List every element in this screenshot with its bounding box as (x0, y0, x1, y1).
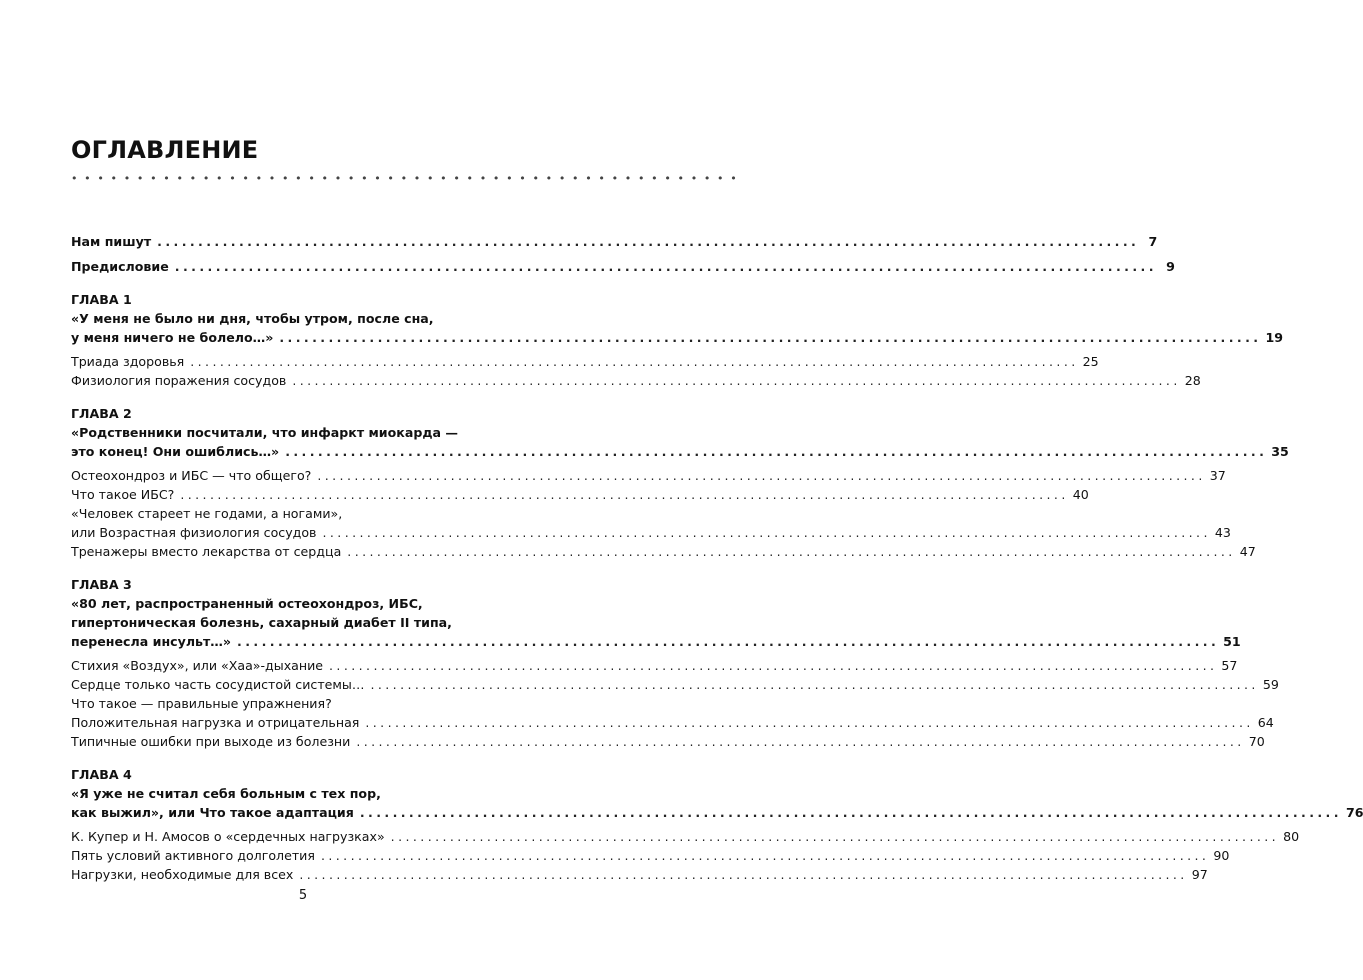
chapter-label: ГЛАВА 4 (71, 767, 132, 782)
toc-entry-title: Триада здоровья (71, 354, 185, 369)
toc-entry-title: Физиология поражения сосудов (71, 373, 287, 388)
dot-leader: ........................................................................................................................ (365, 715, 1254, 730)
dot-leader: ........................................................................................................................ (322, 525, 1211, 540)
toc-front-entry[interactable] (71, 232, 1158, 251)
toc-entry-title: Пять условий активного долголетия (71, 848, 315, 863)
dot-leader: ........................................................................................................................ (370, 677, 1259, 692)
page-title: ОГЛАВЛЕНИЕ (71, 136, 259, 164)
toc-entry-title: Нам пишут (71, 234, 152, 249)
dot-leader: ........................................................................................................................ (180, 487, 1069, 502)
toc-entry-title: у меня ничего не болело…» (71, 330, 274, 345)
dot-leader: ........................................................................................................................ (237, 634, 1220, 649)
toc-entry-page: 51 (1223, 634, 1241, 649)
toc-entry-page: 35 (1271, 444, 1289, 459)
toc-entry-title: Стихия «Воздух», или «Хаа»-дыхание (71, 658, 324, 673)
toc-entry-title: или Возрастная физиология сосудов (71, 525, 317, 540)
dotted-rule: • • • • • • • • • • • • • • • • • • • • • • • • • • • • • • • • • • • • • • • • • • • • • • • • • • • (71, 172, 739, 185)
dot-leader: ........................................................................................................................ (329, 658, 1218, 673)
toc-entry[interactable] (71, 865, 1208, 884)
toc-entry[interactable] (71, 732, 1265, 751)
toc-entry-page: 40 (1072, 487, 1089, 502)
toc-entry[interactable] (71, 827, 1300, 846)
dot-leader: ........................................................................................................................ (190, 354, 1079, 369)
toc-entry[interactable] (71, 846, 1230, 865)
chapter-title-line: «Родственники посчитали, что инфаркт миокарда — (71, 425, 458, 440)
dot-leader: ........................................................................................................................ (320, 848, 1210, 863)
toc-entry[interactable] (71, 523, 1231, 542)
toc-entry[interactable] (71, 371, 1201, 390)
dot-leader: ........................................................................................................................ (317, 468, 1206, 483)
toc-entry[interactable] (71, 675, 1279, 694)
chapter-title-line: «Я уже не считал себя больным с тех пор, (71, 786, 381, 801)
dot-leader: ........................................................................................................................ (356, 734, 1245, 749)
toc-entry-title: Предисловие (71, 259, 169, 274)
dot-leader: ........................................................................................................................ (279, 330, 1262, 345)
spacer (71, 390, 489, 404)
toc-entry-title: Сердце только часть сосудистой системы… (71, 677, 365, 692)
toc-entry-title: Что такое ИБС? (71, 487, 175, 502)
toc-entry-page: 97 (1191, 867, 1208, 882)
toc-entry-page: 64 (1257, 715, 1274, 730)
dot-leader: ........................................................................................................................ (285, 444, 1268, 459)
toc-entry-title: К. Купер и Н. Амосов о «сердечных нагрузках» (71, 829, 385, 844)
chapter-label: ГЛАВА 2 (71, 406, 132, 421)
dot-leader: ........................................................................................................................ (347, 544, 1236, 559)
toc-entry-title: Остеохондроз и ИБС — что общего? (71, 468, 312, 483)
chapter-title-line: «У меня не было ни дня, чтобы утром, после сна, (71, 311, 434, 326)
toc-entry-line: «Человек стареет не годами, а ногами», (71, 506, 343, 521)
chapter-title-entry[interactable] (71, 442, 1289, 461)
spacer (71, 561, 489, 575)
toc-entry-page: 90 (1213, 848, 1230, 863)
toc-entry-title: Типичные ошибки при выходе из болезни (71, 734, 351, 749)
table-of-contents (71, 232, 1363, 884)
toc-entry-page: 47 (1239, 544, 1256, 559)
chapter-label: ГЛАВА 3 (71, 577, 132, 592)
chapter-title-entry[interactable] (71, 632, 1241, 651)
page-number: 5 (298, 888, 308, 903)
spacer (71, 751, 489, 765)
toc-entry[interactable] (71, 466, 1226, 485)
toc-entry-page: 9 (1166, 259, 1175, 274)
toc-entry-page: 7 (1148, 234, 1158, 249)
chapter-title-line: «80 лет, распространенный остеохондроз, ИБС, (71, 596, 423, 611)
dot-leader: ........................................................................................................................ (299, 867, 1188, 882)
toc-entry-page: 57 (1221, 658, 1238, 673)
toc-entry-page: 28 (1184, 373, 1201, 388)
toc-entry-page: 70 (1248, 734, 1265, 749)
toc-entry[interactable] (71, 542, 1256, 561)
toc-entry[interactable] (71, 656, 1238, 675)
chapter-title-line: гипертоническая болезнь, сахарный диабет II типа, (71, 615, 452, 630)
toc-entry-page: 59 (1262, 677, 1279, 692)
dot-leader: ........................................................................................................................ (359, 805, 1342, 820)
chapter-label: ГЛАВА 1 (71, 292, 132, 307)
toc-entry-title: Положительная нагрузка и отрицательная (71, 715, 360, 730)
toc-front-entry[interactable] (71, 257, 1175, 276)
dot-leader: ........................................................................................................................ (157, 234, 1140, 249)
toc-entry-title: Тренажеры вместо лекарства от сердца (71, 544, 342, 559)
toc-entry-title: Нагрузки, необходимые для всех (71, 867, 294, 882)
toc-entry-page: 37 (1209, 468, 1226, 483)
toc-entry-page: 76 (1345, 805, 1363, 820)
toc-entry-page: 19 (1265, 330, 1284, 345)
toc-entry[interactable] (71, 352, 1099, 371)
toc-entry-line: Что такое — правильные упражнения? (71, 696, 332, 711)
chapter-title-entry[interactable] (71, 328, 1284, 347)
chapter-title-entry[interactable] (71, 803, 1363, 822)
dot-leader: ........................................................................................................................ (390, 829, 1280, 844)
toc-entry[interactable] (71, 713, 1274, 732)
toc-entry-page: 43 (1214, 525, 1231, 540)
toc-entry-page: 80 (1283, 829, 1300, 844)
toc-entry-title: как выжил», или Что такое адаптация (71, 805, 354, 820)
toc-entry-title: перенесла инсульт…» (71, 634, 232, 649)
spacer (71, 276, 489, 290)
toc-entry-page: 25 (1082, 354, 1099, 369)
toc-entry-title: это конец! Они ошиблись…» (71, 444, 280, 459)
dot-leader: ........................................................................................................................ (292, 373, 1181, 388)
toc-entry[interactable] (71, 485, 1089, 504)
dot-leader: ........................................................................................................................ (174, 259, 1157, 274)
